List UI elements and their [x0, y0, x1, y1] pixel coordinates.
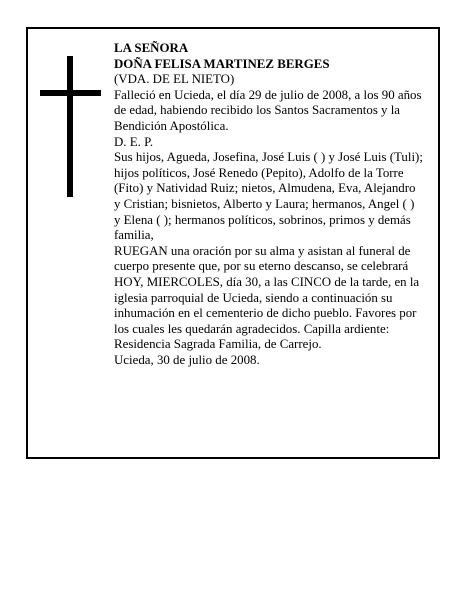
dep-text: D. E. P.	[114, 134, 154, 149]
obituary-notice	[26, 27, 440, 459]
deceased-name: DOÑA FELISA MARTINEZ BERGES	[114, 56, 330, 71]
cross-icon	[67, 56, 73, 197]
notice-title: LA SEÑORA	[114, 41, 189, 55]
cross-icon-bar	[40, 90, 101, 96]
family-text: Sus hijos, Agueda, Josefina, José Luis ( ) y José Luis (Tuli); hijos políticos, José Renedo (Pepito), Adolfo de la Torre (Fito) y Natividad Ruiz; nietos, Almudena, Eva, Alejandro y Cristian; bisnietos, Alberto y Laura; hermanos, Angel ( ) y Elena ( ); hermanos políticos, sobrinos, primos y demás familia,	[114, 150, 423, 243]
widow-of: (VDA. DE EL NIETO)	[114, 72, 235, 87]
request-text: RUEGAN una oración por su alma y asistan al funeral de cuerpo presente que, por su eterno descanso, se celebrará HOY, MIERCOLES, día 30, a las CINCO de la tarde, en la iglesia parroquial de Ucieda, siendo a continuación su inhumación en el cementerio de dicho pueblo. Favores por los cuales les quedarán agradecidos. Capilla ardiente: Residencia Sagrada Familia, de Carrejo.	[114, 243, 420, 352]
death-text: Falleció en Ucieda, el día 29 de julio de 2008, a los 90 años de edad, habiendo recibido los Santos Sacramentos y la Bendición Apostólica.	[114, 87, 422, 133]
notice-text	[114, 41, 424, 368]
place-date: Ucieda, 30 de julio de 2008.	[114, 352, 260, 367]
